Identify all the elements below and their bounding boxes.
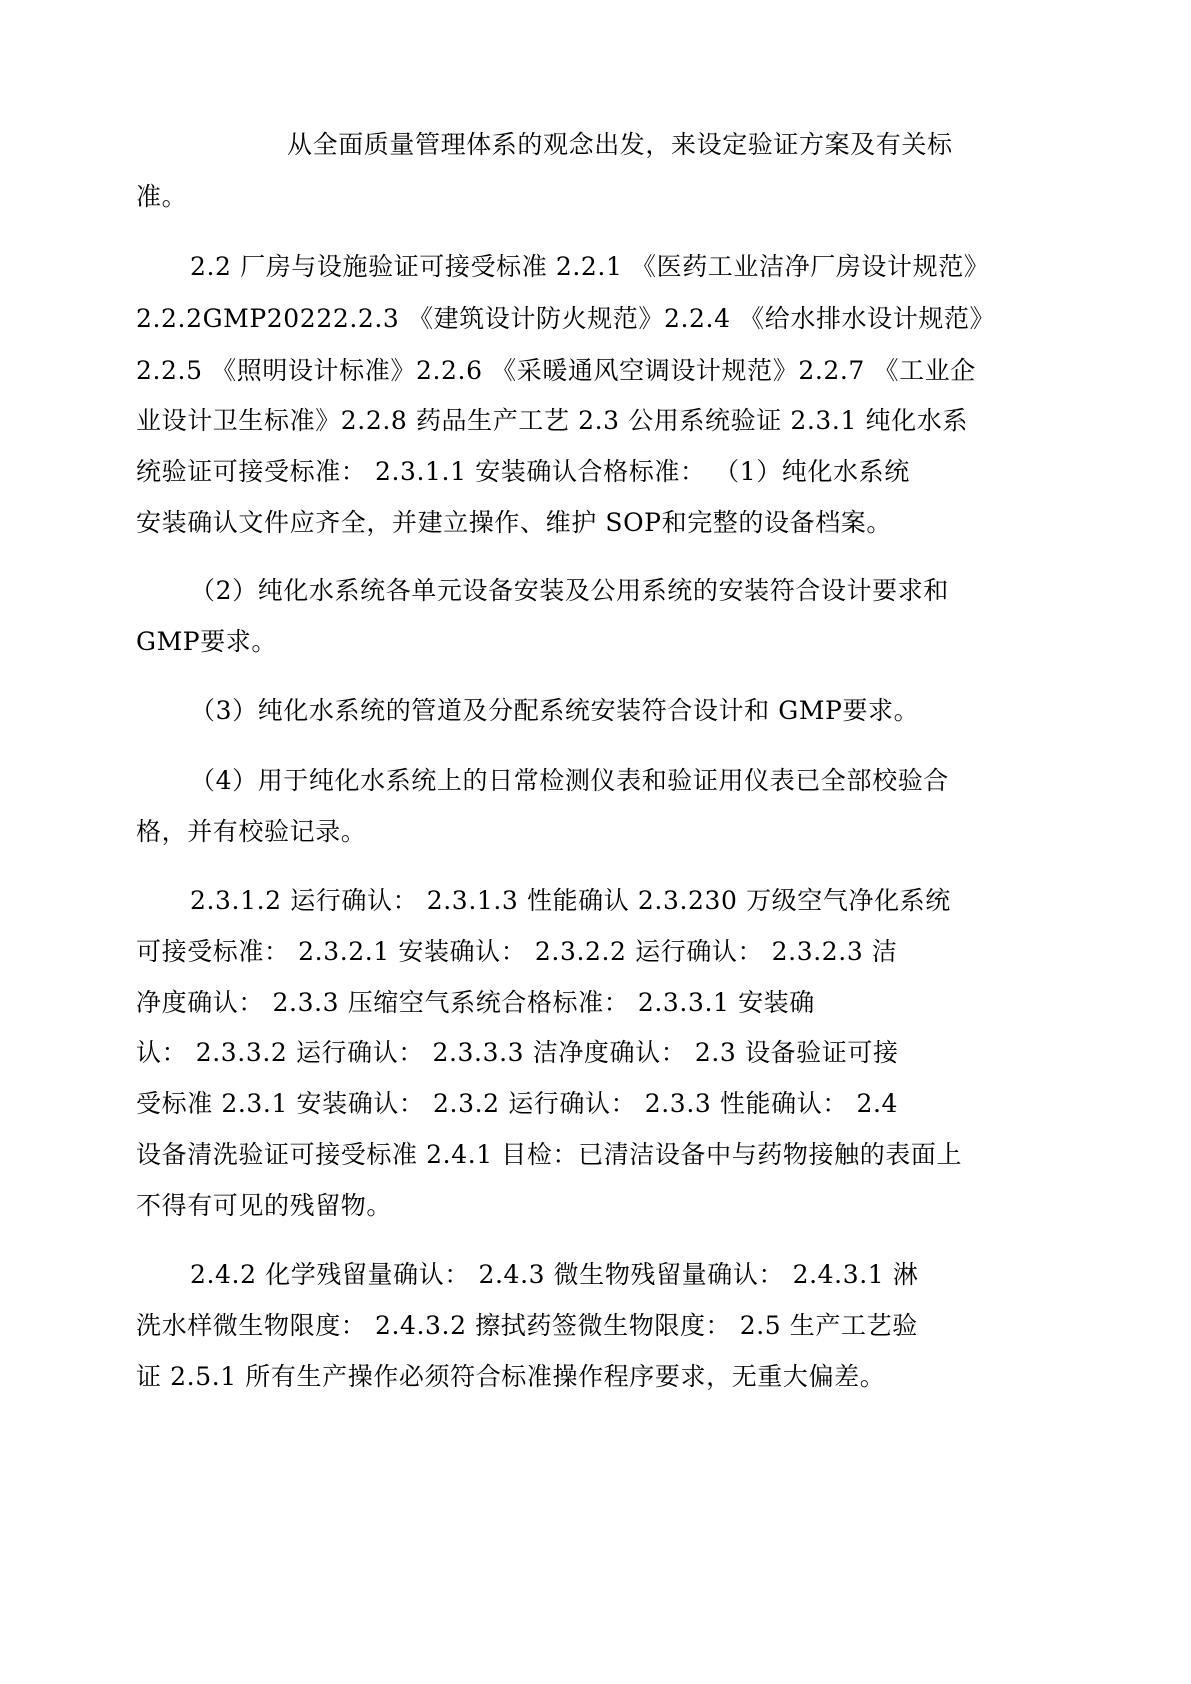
text-line-19: 设备清洗验证可接受标准 2.4.1 目检：已清洁设备中与药物接触的表面上 (136, 1140, 963, 1169)
text-line-10: GMP要求。 (136, 627, 277, 656)
text-line-16: 净度确认： 2.3.3 压缩空气系统合格标准： 2.3.3.1 安装确 (136, 988, 815, 1017)
text-line-8: 安装确认文件应齐全，并建立操作、维护 SOP和完整的设备档案。 (136, 508, 892, 537)
text-line-21: 2.4.2 化学残留量确认： 2.4.3 微生物残留量确认： 2.4.3.1 淋 (190, 1260, 919, 1289)
text-line-23: 证 2.5.1 所有生产操作必须符合标准操作程序要求，无重大偏差。 (136, 1362, 886, 1391)
text-line-17: 认： 2.3.3.2 运行确认： 2.3.3.3 洁净度确认： 2.3 设备验证可接 (136, 1038, 899, 1067)
text-line-1: 从全面质量管理体系的观念出发，来设定验证方案及有关标 (287, 130, 953, 159)
text-line-18: 受标准 2.3.1 安装确认： 2.3.2 运行确认： 2.3.3 性能确认： 2.4 (136, 1089, 899, 1118)
text-line-20: 不得有可见的残留物。 (136, 1191, 393, 1220)
text-line-14: 2.3.1.2 运行确认： 2.3.1.3 性能确认 2.3.230 万级空气净化系统 (190, 886, 951, 915)
text-line-4: 2.2.2GMP20222.2.3 《建筑设计防火规范》2.2.4 《给水排水设计规范》 (136, 304, 996, 333)
text-line-7: 统验证可接受标准： 2.3.1.1 安装确认合格标准： （1）纯化水系统 (136, 457, 910, 486)
text-line-5: 2.2.5 《照明设计标准》2.2.6 《采暖通风空调设计规范》2.2.7 《工业企 (136, 356, 976, 385)
text-line-3: 2.2 厂房与设施验证可接受标准 2.2.1 《医药工业洁净厂房设计规范》 (190, 252, 990, 281)
text-line-2: 准。 (136, 182, 188, 211)
text-line-12: （4）用于纯化水系统上的日常检测仪表和验证用仪表已全部校验合 (190, 766, 949, 795)
text-line-11: （3）纯化水系统的管道及分配系统安装符合设计和 GMP要求。 (190, 696, 920, 725)
text-line-15: 可接受标准： 2.3.2.1 安装确认： 2.3.2.2 运行确认： 2.3.2.3 洁 (136, 937, 898, 966)
text-line-22: 洗水样微生物限度： 2.4.3.2 擦拭药签微生物限度： 2.5 生产工艺验 (136, 1311, 918, 1340)
text-line-9: （2）纯化水系统各单元设备安装及公用系统的安装符合设计要求和 (190, 576, 949, 605)
text-line-13: 格，并有校验记录。 (136, 817, 367, 846)
text-line-6: 业设计卫生标准》2.2.8 药品生产工艺 2.3 公用系统验证 2.3.1 纯化水系 (136, 406, 968, 435)
